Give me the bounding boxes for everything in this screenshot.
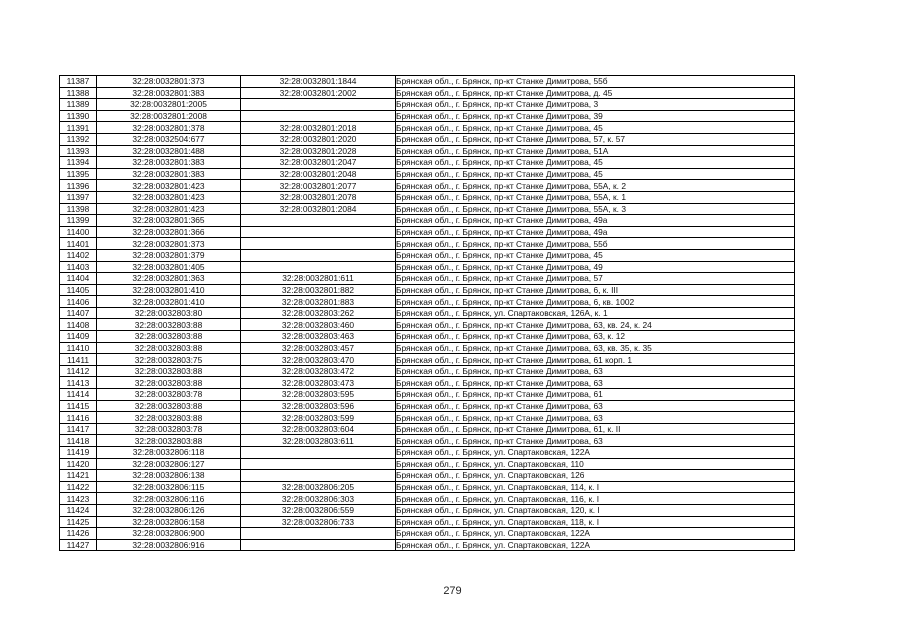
table-row — [60, 307, 795, 319]
table-row — [60, 133, 795, 145]
address: Брянская обл., г. Брянск, пр-кт Станке Димитрова, 51А — [396, 145, 795, 157]
address: Брянская обл., г. Брянск, пр-кт Станке Димитрова, 45 — [396, 249, 795, 261]
table-row — [60, 516, 795, 528]
sub-cadastral-number: 32:28:0032806:733 — [241, 516, 396, 528]
row-number: 11419 — [60, 447, 97, 459]
table-row — [60, 249, 795, 261]
table-row — [60, 191, 795, 203]
sub-cadastral-number: 32:28:0032801:883 — [241, 296, 396, 308]
sub-cadastral-number: 32:28:0032801:611 — [241, 273, 396, 285]
table-row — [60, 470, 795, 482]
table-row — [60, 504, 795, 516]
row-number: 11410 — [60, 342, 97, 354]
sub-cadastral-number: 32:28:0032806:303 — [241, 493, 396, 505]
cadastral-number: 32:28:0032801:423 — [97, 203, 241, 215]
table-row — [60, 458, 795, 470]
table-row — [60, 435, 795, 447]
address: Брянская обл., г. Брянск, пр-кт Станке Димитрова, 45 — [396, 168, 795, 180]
cadastral-number: 32:28:0032801:405 — [97, 261, 241, 273]
sub-cadastral-number: 32:28:0032803:611 — [241, 435, 396, 447]
address: Брянская обл., г. Брянск, ул. Спартаковская, 126А, к. 1 — [396, 307, 795, 319]
row-number: 11409 — [60, 331, 97, 343]
row-number: 11415 — [60, 400, 97, 412]
table-row — [60, 180, 795, 192]
sub-cadastral-number — [241, 99, 396, 111]
cadastral-number: 32:28:0032806:126 — [97, 504, 241, 516]
cadastral-number: 32:28:0032801:365 — [97, 215, 241, 227]
cadastral-number: 32:28:0032504:677 — [97, 133, 241, 145]
address: Брянская обл., г. Брянск, пр-кт Станке Димитрова, 55б — [396, 76, 795, 88]
sub-cadastral-number — [241, 447, 396, 459]
address: Брянская обл., г. Брянск, пр-кт Станке Димитрова, 61, к. II — [396, 423, 795, 435]
cadastral-number: 32:28:0032803:78 — [97, 423, 241, 435]
page-number: 279 — [443, 585, 462, 597]
table-row — [60, 423, 795, 435]
table-row — [60, 87, 795, 99]
sub-cadastral-number: 32:28:0032801:2048 — [241, 168, 396, 180]
sub-cadastral-number: 32:28:0032803:604 — [241, 423, 396, 435]
address: Брянская обл., г. Брянск, пр-кт Станке Димитрова, 63 — [396, 435, 795, 447]
cadastral-number: 32:28:0032803:88 — [97, 377, 241, 389]
table-row — [60, 215, 795, 227]
table-row — [60, 412, 795, 424]
row-number: 11395 — [60, 168, 97, 180]
address: Брянская обл., г. Брянск, пр-кт Станке Димитрова, 63, кв. 24, к. 24 — [396, 319, 795, 331]
table-row — [60, 110, 795, 122]
row-number: 11422 — [60, 481, 97, 493]
row-number: 11397 — [60, 191, 97, 203]
cadastral-number: 32:28:0032801:410 — [97, 296, 241, 308]
address: Брянская обл., г. Брянск, пр-кт Станке Димитрова, 63 — [396, 412, 795, 424]
table-row — [60, 76, 795, 88]
sub-cadastral-number: 32:28:0032801:2084 — [241, 203, 396, 215]
address: Брянская обл., г. Брянск, пр-кт Станке Димитрова, 55А, к. 2 — [396, 180, 795, 192]
sub-cadastral-number: 32:28:0032803:599 — [241, 412, 396, 424]
cadastral-number: 32:28:0032806:127 — [97, 458, 241, 470]
table-row — [60, 377, 795, 389]
row-number: 11398 — [60, 203, 97, 215]
cadastral-number: 32:28:0032803:88 — [97, 435, 241, 447]
address: Брянская обл., г. Брянск, пр-кт Станке Димитрова, 61 — [396, 389, 795, 401]
table-row — [60, 296, 795, 308]
table-row — [60, 238, 795, 250]
address: Брянская обл., г. Брянск, пр-кт Станке Димитрова, 55б — [396, 238, 795, 250]
row-number: 11399 — [60, 215, 97, 227]
sub-cadastral-number: 32:28:0032801:2077 — [241, 180, 396, 192]
row-number: 11389 — [60, 99, 97, 111]
cadastral-number: 32:28:0032803:78 — [97, 389, 241, 401]
address: Брянская обл., г. Брянск, ул. Спартаковская, 122А — [396, 528, 795, 540]
sub-cadastral-number: 32:28:0032806:559 — [241, 504, 396, 516]
cadastral-number: 32:28:0032801:423 — [97, 191, 241, 203]
sub-cadastral-number: 32:28:0032801:2047 — [241, 157, 396, 169]
row-number: 11405 — [60, 284, 97, 296]
sub-cadastral-number — [241, 458, 396, 470]
address: Брянская обл., г. Брянск, ул. Спартаковская, 120, к. I — [396, 504, 795, 516]
cadastral-number: 32:28:0032806:900 — [97, 528, 241, 540]
cadastral-number: 32:28:0032801:410 — [97, 284, 241, 296]
table-row — [60, 447, 795, 459]
address: Брянская обл., г. Брянск, пр-кт Станке Димитрова, 45 — [396, 157, 795, 169]
row-number: 11413 — [60, 377, 97, 389]
row-number: 11388 — [60, 87, 97, 99]
cadastral-number: 32:28:0032801:363 — [97, 273, 241, 285]
table-row — [60, 481, 795, 493]
sub-cadastral-number: 32:28:0032803:457 — [241, 342, 396, 354]
table-row — [60, 157, 795, 169]
row-number: 11414 — [60, 389, 97, 401]
row-number: 11396 — [60, 180, 97, 192]
row-number: 11418 — [60, 435, 97, 447]
cadastral-number: 32:28:0032803:88 — [97, 400, 241, 412]
sub-cadastral-number: 32:28:0032803:262 — [241, 307, 396, 319]
cadastral-number: 32:28:0032801:2008 — [97, 110, 241, 122]
row-number: 11402 — [60, 249, 97, 261]
address: Брянская обл., г. Брянск, пр-кт Станке Димитрова, 57, к. 57 — [396, 133, 795, 145]
sub-cadastral-number — [241, 238, 396, 250]
row-number: 11421 — [60, 470, 97, 482]
cadastral-number: 32:28:0032801:383 — [97, 87, 241, 99]
cadastral-number: 32:28:0032801:373 — [97, 238, 241, 250]
sub-cadastral-number: 32:28:0032803:473 — [241, 377, 396, 389]
row-number: 11393 — [60, 145, 97, 157]
address: Брянская обл., г. Брянск, пр-кт Станке Димитрова, 6, к. III — [396, 284, 795, 296]
sub-cadastral-number: 32:28:0032801:2018 — [241, 122, 396, 134]
sub-cadastral-number: 32:28:0032803:595 — [241, 389, 396, 401]
cadastral-number: 32:28:0032801:488 — [97, 145, 241, 157]
cadastral-number: 32:28:0032806:138 — [97, 470, 241, 482]
sub-cadastral-number: 32:28:0032801:882 — [241, 284, 396, 296]
row-number: 11427 — [60, 539, 97, 551]
cadastral-number: 32:28:0032801:383 — [97, 168, 241, 180]
sub-cadastral-number: 32:28:0032806:205 — [241, 481, 396, 493]
address: Брянская обл., г. Брянск, ул. Спартаковская, 122А — [396, 447, 795, 459]
cadastral-number: 32:28:0032806:916 — [97, 539, 241, 551]
cadastral-number: 32:28:0032801:378 — [97, 122, 241, 134]
row-number: 11423 — [60, 493, 97, 505]
address: Брянская обл., г. Брянск, пр-кт Станке Димитрова, 63, к. 12 — [396, 331, 795, 343]
cadastral-number: 32:28:0032801:423 — [97, 180, 241, 192]
cadastral-number: 32:28:0032801:2005 — [97, 99, 241, 111]
sub-cadastral-number — [241, 226, 396, 238]
address: Брянская обл., г. Брянск, пр-кт Станке Димитрова, 63, кв. 35, к. 35 — [396, 342, 795, 354]
row-number: 11424 — [60, 504, 97, 516]
sub-cadastral-number: 32:28:0032801:2028 — [241, 145, 396, 157]
table-row — [60, 284, 795, 296]
address: Брянская обл., г. Брянск, пр-кт Станке Димитрова, 49а — [396, 215, 795, 227]
address: Брянская обл., г. Брянск, пр-кт Станке Димитрова, 49а — [396, 226, 795, 238]
address: Брянская обл., г. Брянск, пр-кт Станке Димитрова, д. 45 — [396, 87, 795, 99]
row-number: 11391 — [60, 122, 97, 134]
address: Брянская обл., г. Брянск, пр-кт Станке Димитрова, 61 корп. 1 — [396, 354, 795, 366]
cadastral-number: 32:28:0032803:75 — [97, 354, 241, 366]
row-number: 11390 — [60, 110, 97, 122]
cadastral-number: 32:28:0032803:88 — [97, 342, 241, 354]
row-number: 11403 — [60, 261, 97, 273]
address: Брянская обл., г. Брянск, пр-кт Станке Димитрова, 63 — [396, 365, 795, 377]
address: Брянская обл., г. Брянск, пр-кт Станке Димитрова, 63 — [396, 400, 795, 412]
table-row — [60, 319, 795, 331]
table-row — [60, 261, 795, 273]
row-number: 11416 — [60, 412, 97, 424]
address: Брянская обл., г. Брянск, пр-кт Станке Димитрова, 39 — [396, 110, 795, 122]
row-number: 11407 — [60, 307, 97, 319]
table-body — [60, 76, 795, 551]
address: Брянская обл., г. Брянск, ул. Спартаковская, 114, к. I — [396, 481, 795, 493]
row-number: 11425 — [60, 516, 97, 528]
cadastral-number: 32:28:0032801:366 — [97, 226, 241, 238]
cadastral-number: 32:28:0032803:88 — [97, 412, 241, 424]
cadastral-number: 32:28:0032803:88 — [97, 365, 241, 377]
address: Брянская обл., г. Брянск, ул. Спартаковская, 122А — [396, 539, 795, 551]
row-number: 11400 — [60, 226, 97, 238]
address: Брянская обл., г. Брянск, пр-кт Станке Димитрова, 45 — [396, 122, 795, 134]
address: Брянская обл., г. Брянск, пр-кт Станке Димитрова, 49 — [396, 261, 795, 273]
table-row — [60, 168, 795, 180]
row-number: 11401 — [60, 238, 97, 250]
address: Брянская обл., г. Брянск, ул. Спартаковская, 110 — [396, 458, 795, 470]
cadastral-number: 32:28:0032806:115 — [97, 481, 241, 493]
row-number: 11392 — [60, 133, 97, 145]
table-row — [60, 331, 795, 343]
address: Брянская обл., г. Брянск, пр-кт Станке Димитрова, 63 — [396, 377, 795, 389]
table-row — [60, 493, 795, 505]
table-row — [60, 342, 795, 354]
cadastral-number: 32:28:0032801:379 — [97, 249, 241, 261]
table-row — [60, 99, 795, 111]
sub-cadastral-number — [241, 110, 396, 122]
table-row — [60, 203, 795, 215]
table-row — [60, 389, 795, 401]
sub-cadastral-number: 32:28:0032801:1844 — [241, 76, 396, 88]
cadastral-number: 32:28:0032806:116 — [97, 493, 241, 505]
sub-cadastral-number: 32:28:0032803:463 — [241, 331, 396, 343]
sub-cadastral-number — [241, 215, 396, 227]
row-number: 11394 — [60, 157, 97, 169]
address: Брянская обл., г. Брянск, пр-кт Станке Димитрова, 57 — [396, 273, 795, 285]
row-number: 11420 — [60, 458, 97, 470]
cadastral-number: 32:28:0032806:118 — [97, 447, 241, 459]
row-number: 11417 — [60, 423, 97, 435]
table-row — [60, 539, 795, 551]
cadastral-number: 32:28:0032803:88 — [97, 319, 241, 331]
address: Брянская обл., г. Брянск, ул. Спартаковская, 116, к. I — [396, 493, 795, 505]
table-row — [60, 400, 795, 412]
cadastral-number: 32:28:0032801:373 — [97, 76, 241, 88]
row-number: 11387 — [60, 76, 97, 88]
table-row — [60, 354, 795, 366]
sub-cadastral-number — [241, 261, 396, 273]
row-number: 11412 — [60, 365, 97, 377]
cadastral-number: 32:28:0032803:80 — [97, 307, 241, 319]
row-number: 11404 — [60, 273, 97, 285]
cadastral-number: 32:28:0032801:383 — [97, 157, 241, 169]
registry-table — [59, 75, 795, 551]
sub-cadastral-number — [241, 249, 396, 261]
row-number: 11426 — [60, 528, 97, 540]
address: Брянская обл., г. Брянск, пр-кт Станке Димитрова, 55А, к. 3 — [396, 203, 795, 215]
address: Брянская обл., г. Брянск, пр-кт Станке Димитрова, 3 — [396, 99, 795, 111]
sub-cadastral-number: 32:28:0032803:460 — [241, 319, 396, 331]
table-row — [60, 145, 795, 157]
row-number: 11406 — [60, 296, 97, 308]
table-row — [60, 122, 795, 134]
table-row — [60, 226, 795, 238]
sub-cadastral-number: 32:28:0032803:470 — [241, 354, 396, 366]
sub-cadastral-number — [241, 470, 396, 482]
address: Брянская обл., г. Брянск, ул. Спартаковская, 126 — [396, 470, 795, 482]
cadastral-number: 32:28:0032806:158 — [97, 516, 241, 528]
table-row — [60, 273, 795, 285]
row-number: 11408 — [60, 319, 97, 331]
sub-cadastral-number: 32:28:0032801:2020 — [241, 133, 396, 145]
sub-cadastral-number: 32:28:0032803:472 — [241, 365, 396, 377]
address: Брянская обл., г. Брянск, пр-кт Станке Димитрова, 55А, к. 1 — [396, 191, 795, 203]
sub-cadastral-number: 32:28:0032801:2078 — [241, 191, 396, 203]
table-row — [60, 528, 795, 540]
table-row — [60, 365, 795, 377]
sub-cadastral-number: 32:28:0032803:596 — [241, 400, 396, 412]
sub-cadastral-number — [241, 539, 396, 551]
cadastral-number: 32:28:0032803:88 — [97, 331, 241, 343]
address: Брянская обл., г. Брянск, ул. Спартаковская, 118, к. I — [396, 516, 795, 528]
sub-cadastral-number: 32:28:0032801:2002 — [241, 87, 396, 99]
row-number: 11411 — [60, 354, 97, 366]
address: Брянская обл., г. Брянск, пр-кт Станке Димитрова, 6, кв. 1002 — [396, 296, 795, 308]
sub-cadastral-number — [241, 528, 396, 540]
